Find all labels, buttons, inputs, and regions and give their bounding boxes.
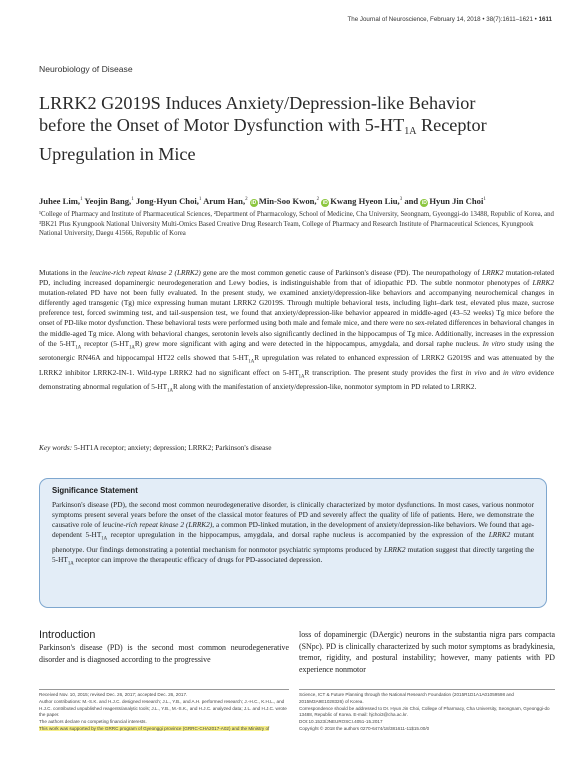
copyright: Copyright © 2018 the authors 0270-6474/18/381611-11$15.00/0 bbox=[299, 725, 430, 731]
author-contributions: Author contributions: M.-S.K. and H.J.C. designed research; J.L., Y.B., and A.H. performed research; J.-H.C., K.H.L., and H.J.C. contributed unpublished reagents/analytic tools; J.L., Y.B., M.-S.K., and H.J.C. analyzed data; J.L. and H.J.C. wrote the paper. bbox=[39, 698, 287, 718]
significance-text: Parkinson's disease (PD), the second most common neurodegenerative disorder, is clinically characterized by motor dysfunctions. In most cases, various nonmotor symptoms present several years before the onset of the classical motor features of PD and severely affect the quality of life of patients. Here, we demonstrate the causative role of leucine-rich repeat kinase 2 (LRRK2), a common PD-linked mutation, in the development of anxiety/depression-like behaviors. We found that age-dependent $5-HT_{1A}$ receptor upregulation in the hippocampus, amygdala, and dorsal raphe nucleus is accompanied by the expression of the LRRK2 mutant phenotype. Our findings demonstrating a potential mechanism for nonmotor psychiatric symptoms produced by LRRK2 mutation suggest that directly targeting the $5-HT_{1A}$ receptor can improve the therapeutic efficacy of drugs for PD-associated depression. bbox=[52, 500, 535, 567]
title-line-2: before the Onset of Motor Dysfunction with $5-HT_{1A}$ Receptor bbox=[39, 115, 487, 137]
footnote-divider bbox=[39, 689, 289, 690]
keywords-text: 5-HT1A receptor; anxiety; depression; LRRK2; Parkinson's disease bbox=[72, 443, 272, 452]
title-line-3: Upregulation in Mice bbox=[39, 144, 196, 164]
article-title bbox=[39, 92, 549, 165]
correspondence: Correspondence should be addressed to Dr. Hyun Jin Choi, College of Pharmacy, Cha University, Seongnam, Gyeonggi-do 13488, Republic of Korea. E-mail: hjchoi3@cha.ac.kr. bbox=[299, 705, 550, 718]
introduction-heading: Introduction bbox=[39, 629, 96, 641]
competing-interests: The authors declare no competing financial interests. bbox=[39, 719, 147, 725]
volume-pages: 38(7):1611–1621 bbox=[486, 16, 533, 23]
introduction-text-left: Parkinson's disease (PD) is the second most common neurodegenerative disorder and is diagnosed according to the progressive bbox=[39, 643, 289, 664]
author[interactable]: Juhee Lim,$^1$ bbox=[39, 196, 83, 206]
author[interactable]: Jong-Hyun Choi,$^1$ bbox=[135, 196, 202, 206]
author[interactable]: Yeojin Bang,$^1$ bbox=[84, 196, 134, 206]
author[interactable]: iD Kwang Hyeon Liu,$^3$ bbox=[322, 196, 403, 206]
author[interactable]: iD Min-Soo Kwon,$^2$ bbox=[251, 196, 320, 206]
abstract: Mutations in the leucine-rich repeat kinase 2 (LRRK2) gene are the most common genetic cause of Parkinson's disease (PD). The neuropathology of LRRK2 mutation-related PD, including increased dopaminergic neurodegeneration and Lewy bodies, is indistinguishable from that of idiopathic PD. The subtle nonmotor phenotypes of LRRK2 mutation-related PD have not been fully evaluated. In the present study, we examined anxiety/depression-like behaviors and accompanying neurochemical changes in differently aged transgenic (Tg) mice expressing human mutant LRRK2 G2019S. Through multiple behavioral tests, including light–dark test, elevated plus maze, sucrose preference test, forced swimming test, and tail-suspension test, we found that anxiety/depression-like behavior appeared in middle-aged (43–52 weeks) Tg mice before the onset of PD-like motor dysfunction. These behavioral tests were performed using both male and female mice, and there were no sex-related differences in behavioral changes in the middle-aged Tg mice. Along with behavioral changes, serotonin levels also significantly declined in the hippocampus of Tg mice. Additionally, increases in the expression of the $5-HT_{1A}$ receptor $(5-HT_{1A}R)$ grew more significant with aging and were detected in the hippocampus, amygdala, and dorsal raphe nucleus. In vitro study using the serotonergic RN46A and hippocampal HT22 cells showed that $5-HT_{1A}R$ upregulation was related to enhanced expression of LRRK2 G2019S and was attenuated by the LRRK2 inhibitor LRRK2-IN-1. Wild-type LRRK2 had no significant effect on $5-HT_{1A}R$ transcription. The present study provides the first in vivo and in vitro evidence demonstrating abnormal regulation of $5-HT_{1A}R$ along with the manifestation of anxiety/depression-like, nonmotor symptom in PD related to LRRK2. bbox=[39, 268, 555, 394]
keywords bbox=[39, 443, 554, 452]
footnotes-left bbox=[39, 692, 289, 733]
orcid-icon[interactable]: iD bbox=[421, 200, 427, 206]
received-dates: Received Nov. 10, 2015; revised Dec. 26, 2017; accepted Dec. 26, 2017. bbox=[39, 692, 188, 697]
funding-statement: This work was supported by the GRRC program of Gyeonggi province (GRRC-CHA2017-A02) and the Ministry of bbox=[39, 725, 270, 731]
orcid-icon[interactable]: iD bbox=[322, 200, 328, 206]
author[interactable]: iD Hyun Jin Choi$^1$ bbox=[421, 196, 486, 206]
introduction-text-right: loss of dopaminergic (DAergic) neurons in the substantia nigra pars compacta (SNpc). PD is clinically characterized by such motor symptoms as bradykinesia, tremor, rigidity, and postural instability; however, many patients with PD experience nonmotor bbox=[299, 630, 555, 674]
significance-title: Significance Statement bbox=[52, 486, 138, 495]
title-line-1: LRRK2 G2019S Induces Anxiety/Depression-like Behavior bbox=[39, 93, 476, 113]
journal-citation: The Journal of Neuroscience, February 14, 2018 bbox=[347, 16, 481, 23]
section-label: Neurobiology of Disease bbox=[39, 64, 133, 74]
author-conjunction: and bbox=[404, 196, 419, 206]
orcid-icon[interactable]: iD bbox=[251, 200, 257, 206]
author[interactable]: Arum Han,$^2$ bbox=[203, 196, 248, 206]
footnote-divider bbox=[299, 689, 555, 690]
running-header: The Journal of Neuroscience, February 14, 2018 • 38(7):1611–1621 • 1611 bbox=[347, 16, 552, 23]
footnotes-right bbox=[299, 692, 555, 733]
doi[interactable]: DOI:10.1523/JNEUROSCI.4051-15.2017 bbox=[299, 719, 383, 725]
affiliations: ¹College of Pharmacy and Institute of Pharmaceutical Sciences, ²Department of Pharmacology, School of Medicine, Cha University, Seongnam, Gyeonggi-do 13488, Republic of Korea, and ³BK21 Plus Kyungpook National University Multi-Omics Based Creative Drug Research Team, College of Pharmacy and Research Institute of Pharmaceutical Sciences, Kyungpook National University, Daegu 41566, Republic of Korea bbox=[39, 211, 554, 238]
author-list bbox=[39, 196, 549, 207]
page-number: 1611 bbox=[538, 16, 552, 23]
keywords-label: Key words: bbox=[39, 443, 73, 452]
funding-continued: Science, ICT & Future Planning through the National Research Foundation (2015R1D1A1A01059598 and 2015M3A9E1028326) of Korea. bbox=[299, 692, 514, 704]
